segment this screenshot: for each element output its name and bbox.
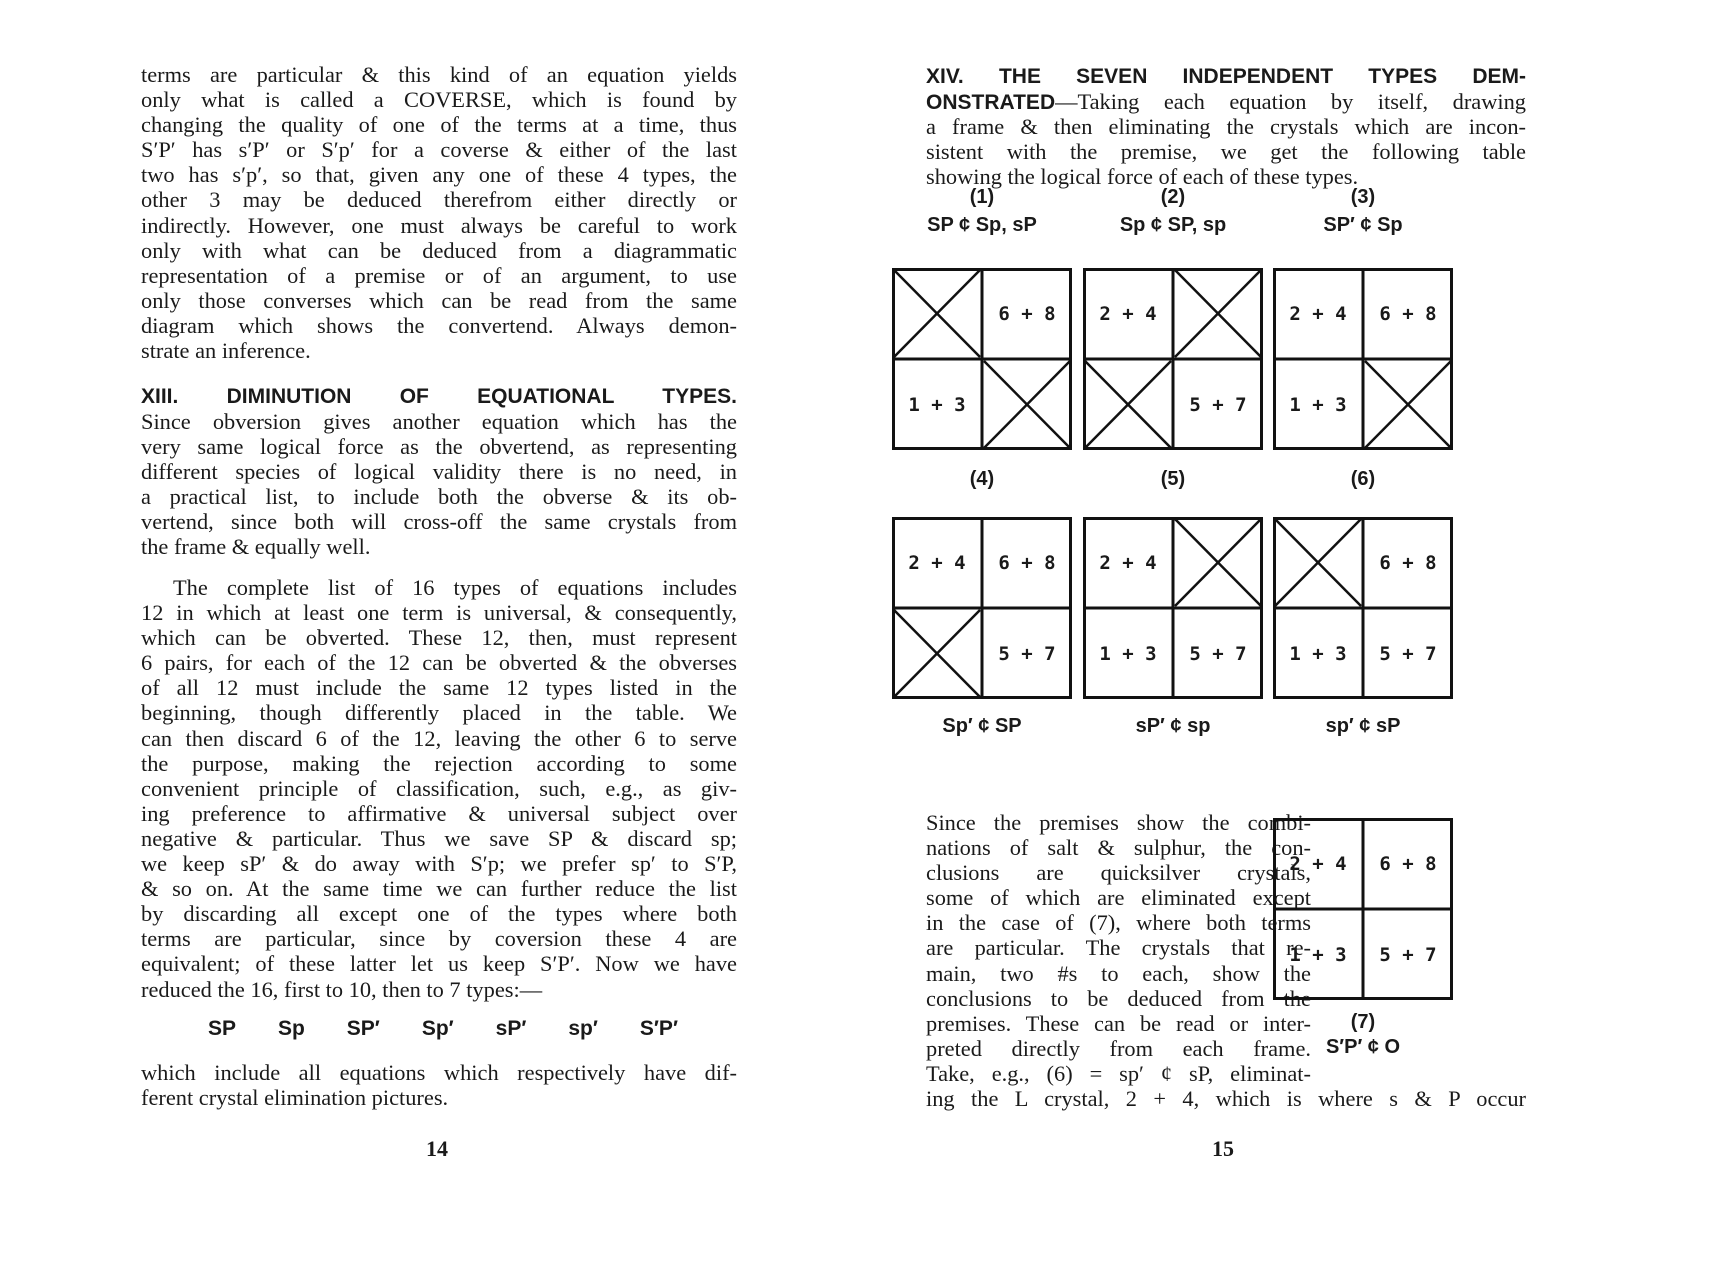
figure-caption: sP′ ¢ sp — [1135, 715, 1211, 737]
figure-caption: sp′ ¢ sP — [1325, 715, 1401, 737]
text-line: The complete list of 16 types of equations includes — [173, 575, 737, 600]
crystal-cell: 6 + 8 — [1379, 302, 1437, 325]
text-line: very same logical force as the obvertend, as representing — [141, 434, 737, 460]
text-line: strate an inference. — [141, 338, 311, 364]
crystal-frame — [892, 268, 1072, 450]
crystal-cell: 6 + 8 — [998, 551, 1056, 574]
text-line: only those converses which can be read from the same — [141, 287, 737, 313]
text-line: beginning, though differently placed in the table. We — [141, 700, 737, 726]
crystal-cell: 6 + 8 — [1379, 551, 1437, 574]
text-line: S′P′ has s′P′ or S′p′ for a coverse & either of the last — [141, 137, 737, 163]
crystal-cell: 5 + 7 — [1189, 642, 1247, 665]
type-label: SP — [208, 1017, 237, 1040]
text-line: diagram which shows the convertend. Always demon- — [141, 312, 737, 338]
text-line: vertend, since both will cross-off the same crystals from — [141, 509, 737, 535]
bottom-paragraph — [926, 810, 1311, 1086]
text-line: changing the quality of one of the terms at a time, thus — [141, 112, 737, 138]
text-line: equivalent; of these latter let us keep S′P′. Now we have — [141, 951, 737, 977]
text-line: sistent with the premise, we get the following table — [926, 139, 1526, 165]
left-paragraph-4 — [141, 1060, 737, 1110]
crystal-frame — [1273, 268, 1453, 450]
heading-xiv-tail: ONSTRATED — [926, 91, 1056, 114]
text-line: we keep sP′ & do away with S′p; we prefer sp′ to S′P, — [141, 851, 737, 877]
text-line: clusions are quicksilver crystals, — [926, 860, 1311, 886]
crystal-cell: 1 + 3 — [1289, 943, 1347, 966]
figure-number: (6) — [1350, 468, 1376, 490]
text-line: Take, e.g., (6) = sp′ ¢ sP, eliminat- — [926, 1060, 1311, 1086]
crystal-cell: 1 + 3 — [1289, 642, 1347, 665]
text-line: in the case of (7), where both terms — [926, 910, 1311, 936]
figure-number: (2) — [1160, 186, 1186, 208]
figure-number: (5) — [1160, 468, 1186, 490]
heading-xiv: XIV. THE SEVEN INDEPENDENT TYPES DEM- — [926, 65, 1526, 88]
crystal-cell: 6 + 8 — [1379, 852, 1437, 875]
text-line: indirectly. However, one must always be careful to work — [141, 212, 737, 238]
text-line: 12 in which at least one term is universal, & consequently, — [141, 600, 737, 626]
crystal-cell: 6 + 8 — [998, 302, 1056, 325]
text-line: two has s′p′, so that, given any one of these 4 types, the — [141, 162, 737, 188]
text-line: which can be obverted. These 12, then, must represent — [141, 625, 737, 651]
crystal-cell: 5 + 7 — [1379, 943, 1437, 966]
text-line: Since obversion gives another equation which has the — [141, 409, 737, 434]
text-line: convenient principle of classification, such, e.g., as giv- — [141, 775, 737, 801]
left-page — [0, 0, 860, 1274]
right-page — [860, 0, 1721, 1274]
text-line: 6 pairs, for each of the 12 can be obverted & the obverses — [141, 650, 737, 676]
intro-paragraph — [926, 114, 1526, 189]
figure-number: (1) — [969, 186, 995, 208]
bottom-last-line: ing the L crystal, 2 + 4, which is where s & P occur — [926, 1086, 1526, 1111]
text-line: a frame & then eliminating the crystals which are incon- — [926, 114, 1526, 139]
text-line: only with what can be deduced from a diagrammatic — [141, 237, 737, 263]
text-line: nations of salt & sulphur, the con- — [926, 835, 1311, 861]
crystal-cell: 1 + 3 — [1289, 393, 1347, 416]
intro-first-line: —Taking each equation by itself, drawing — [1055, 89, 1526, 114]
figure-caption: S′P′ ¢ O — [1325, 1036, 1401, 1058]
crystal-cell: 5 + 7 — [1189, 393, 1247, 416]
text-line: main, two #s to each, show the — [926, 960, 1311, 986]
text-line: can then discard 6 of the 12, leaving the other 6 to serve — [141, 725, 737, 751]
crystal-frame — [1273, 818, 1453, 1000]
left-paragraph-2 — [141, 409, 737, 560]
text-line: terms are particular & this kind of an equation yields — [141, 62, 737, 87]
text-line: negative & particular. Thus we save SP & discard sp; — [141, 825, 737, 851]
text-line: terms are particular, since by coversion these 4 are — [141, 926, 737, 952]
crystal-cell: 2 + 4 — [1099, 551, 1157, 574]
figure-number: (3) — [1350, 186, 1376, 208]
text-line: ing preference to affirmative & universal subject over — [141, 800, 737, 826]
text-line: reduced the 16, first to 10, then to 7 types:— — [141, 976, 543, 1002]
crystal-cell: 1 + 3 — [1099, 642, 1157, 665]
text-line: other 3 may be deduced therefrom either directly or — [141, 187, 737, 213]
text-line: are particular. The crystals that re- — [926, 935, 1311, 961]
crystal-cell: 2 + 4 — [1289, 302, 1347, 325]
text-line: & so on. At the same time we can further reduce the list — [141, 876, 737, 902]
crystal-cell: 2 + 4 — [1289, 852, 1347, 875]
text-line: showing the logical force of each of these types. — [926, 164, 1359, 190]
type-label: Sp — [277, 1017, 305, 1040]
figure-caption: SP ¢ Sp, sP — [927, 214, 1037, 236]
text-line: a practical list, to include both the obverse & its ob- — [141, 484, 737, 510]
left-paragraph-1 — [141, 62, 737, 363]
text-line: only what is called a COVERSE, which is found by — [141, 87, 737, 113]
type-label: sp′ — [568, 1017, 598, 1040]
page-number-right: 15 — [1212, 1136, 1234, 1161]
crystal-frame — [1083, 268, 1263, 450]
type-label: sP′ — [495, 1017, 527, 1040]
figure-caption: Sp ¢ SP, sp — [1119, 214, 1227, 236]
text-line: premises. These can be read or inter- — [926, 1010, 1311, 1036]
crystal-cell: 5 + 7 — [998, 642, 1056, 665]
type-label: Sp′ — [421, 1017, 454, 1040]
heading-xiii: XIII. DIMINUTION OF EQUATIONAL TYPES. — [141, 385, 737, 408]
text-line: of all 12 must include the same 12 types listed in the — [141, 675, 737, 701]
crystal-cell: 2 + 4 — [1099, 302, 1157, 325]
crystal-frame — [1083, 517, 1263, 699]
text-line: conclusions to be deduced from the — [926, 985, 1311, 1011]
types-list — [208, 1017, 678, 1041]
text-line: different species of logical validity there is no need, in — [141, 459, 737, 485]
crystal-cell: 2 + 4 — [908, 551, 966, 574]
text-line: representation of a premise or of an argument, to use — [141, 262, 737, 288]
text-line: the purpose, making the rejection according to some — [141, 750, 737, 776]
crystal-frame — [1273, 517, 1453, 699]
left-paragraph-3 — [141, 575, 737, 1002]
type-label: S′P′ — [639, 1017, 678, 1040]
page-number-left: 14 — [426, 1136, 448, 1161]
text-line: Since the premises show the combi- — [926, 810, 1311, 835]
figure-number: (7) — [1350, 1011, 1376, 1033]
text-line: by discarding all except one of the types where both — [141, 901, 737, 927]
text-line: some of which are eliminated except — [926, 885, 1311, 911]
heading-xiv-continuation — [926, 89, 1526, 115]
text-line: the frame & equally well. — [141, 534, 371, 560]
crystal-cell: 1 + 3 — [908, 393, 966, 416]
figure-caption: Sp′ ¢ SP — [942, 715, 1022, 737]
crystal-cell: 5 + 7 — [1379, 642, 1437, 665]
figure-caption: SP′ ¢ Sp — [1323, 214, 1403, 236]
text-line: preted directly from each frame. — [926, 1035, 1311, 1061]
type-label: SP′ — [346, 1017, 380, 1040]
text-line: ferent crystal elimination pictures. — [141, 1085, 449, 1111]
text-line: which include all equations which respectively have dif- — [141, 1060, 737, 1085]
crystal-frame — [892, 517, 1072, 699]
figure-number: (4) — [969, 468, 995, 490]
